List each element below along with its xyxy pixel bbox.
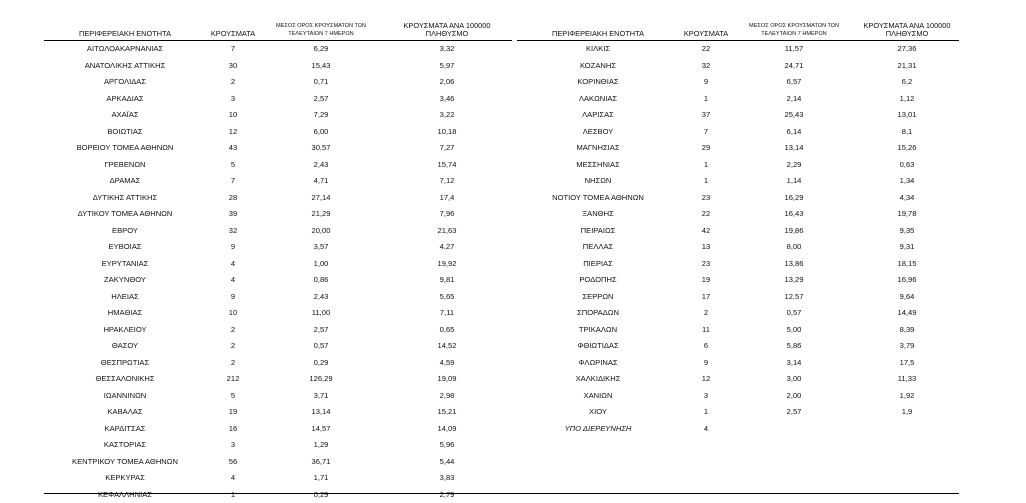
cases-cell: 7 xyxy=(679,124,733,141)
cases-cell: 1 xyxy=(679,91,733,108)
table-row xyxy=(44,272,512,289)
table-row xyxy=(517,289,959,306)
region-cell: ΝΟΤΙΟΥ ΤΟΜΕΑ ΑΘΗΝΩΝ xyxy=(517,190,679,207)
table-row xyxy=(517,256,959,273)
cases-cell: 7 xyxy=(206,173,260,190)
region-cell: ΔΥΤΙΚΗΣ ΑΤΤΙΚΗΣ xyxy=(44,190,206,207)
table-row xyxy=(517,305,959,322)
cases-cell: 1 xyxy=(679,173,733,190)
per100k-cell: 3,22 xyxy=(382,107,512,124)
avg7-cell: 0,57 xyxy=(733,305,855,322)
cases-cell: 12 xyxy=(206,124,260,141)
avg7-cell: 3,71 xyxy=(260,388,382,405)
cases-cell: 3 xyxy=(206,91,260,108)
table-row xyxy=(517,91,959,108)
region-cell: ΜΕΣΣΗΝΙΑΣ xyxy=(517,157,679,174)
per100k-cell: 5,65 xyxy=(382,289,512,306)
table-row xyxy=(44,322,512,339)
cases-cell: 2 xyxy=(206,322,260,339)
avg7-cell: 36,71 xyxy=(260,454,382,471)
header-per100k: ΚΡΟΥΣΜΑΤΑ ΑΝΑ 100000 ΠΛΗΘΥΣΜΟ xyxy=(855,20,959,41)
per100k-cell: 1,9 xyxy=(855,404,959,421)
region-cell: ΚΑΒΑΛΑΣ xyxy=(44,404,206,421)
table-row xyxy=(517,173,959,190)
per100k-cell: 1,34 xyxy=(855,173,959,190)
avg7-cell: 24,71 xyxy=(733,58,855,75)
cases-cell: 7 xyxy=(206,41,260,58)
table-row xyxy=(517,157,959,174)
cases-cell: 13 xyxy=(679,239,733,256)
avg7-cell: 20,00 xyxy=(260,223,382,240)
region-cell: ΑΡΚΑΔΙΑΣ xyxy=(44,91,206,108)
cases-table-right xyxy=(517,20,959,437)
table-header-row xyxy=(517,20,959,41)
region-cell: ΔΡΑΜΑΣ xyxy=(44,173,206,190)
region-cell: ΚΑΡΔΙΤΣΑΣ xyxy=(44,421,206,438)
avg7-cell: 14,57 xyxy=(260,421,382,438)
cases-cell: 4 xyxy=(679,421,733,438)
table-row xyxy=(44,124,512,141)
per100k-cell: 21,31 xyxy=(855,58,959,75)
table-row xyxy=(44,388,512,405)
table-row xyxy=(44,305,512,322)
per100k-cell: 3,79 xyxy=(855,338,959,355)
avg7-cell: 1,29 xyxy=(260,437,382,454)
region-cell: ΦΘΙΩΤΙΔΑΣ xyxy=(517,338,679,355)
cases-cell: 4 xyxy=(206,470,260,487)
region-cell: ΣΕΡΡΩΝ xyxy=(517,289,679,306)
avg7-cell: 19,86 xyxy=(733,223,855,240)
table-row xyxy=(44,223,512,240)
cases-cell: 4 xyxy=(206,256,260,273)
per100k-cell: 10,18 xyxy=(382,124,512,141)
per100k-cell: 19,78 xyxy=(855,206,959,223)
per100k-cell: 9,31 xyxy=(855,239,959,256)
region-cell: ΛΕΣΒΟΥ xyxy=(517,124,679,141)
region-cell: ΑΡΓΟΛΙΔΑΣ xyxy=(44,74,206,91)
per100k-cell: 8,1 xyxy=(855,124,959,141)
cases-cell: 56 xyxy=(206,454,260,471)
per100k-cell: 16,96 xyxy=(855,272,959,289)
per100k-cell: 9,64 xyxy=(855,289,959,306)
bottom-divider xyxy=(44,493,959,494)
cases-cell: 23 xyxy=(679,256,733,273)
header-region: ΠΕΡΙΦΕΡΕΙΑΚΗ ΕΝΟΤΗΤΑ xyxy=(517,20,679,41)
per100k-cell: 14,49 xyxy=(855,305,959,322)
region-cell: ΚΟΖΑΝΗΣ xyxy=(517,58,679,75)
avg7-cell: 0,29 xyxy=(260,487,382,503)
region-cell: ΕΥΡΥΤΑΝΙΑΣ xyxy=(44,256,206,273)
cases-cell: 2 xyxy=(206,338,260,355)
table-body-right xyxy=(517,41,959,438)
avg7-cell: 2,57 xyxy=(733,404,855,421)
cases-cell: 4 xyxy=(206,272,260,289)
region-cell: ΧΙΟΥ xyxy=(517,404,679,421)
table-row xyxy=(44,157,512,174)
avg7-cell: 4,71 xyxy=(260,173,382,190)
avg7-cell: 11,00 xyxy=(260,305,382,322)
cases-cell: 29 xyxy=(679,140,733,157)
cases-cell: 6 xyxy=(679,338,733,355)
region-cell: ΒΟΙΩΤΙΑΣ xyxy=(44,124,206,141)
per100k-cell: 9,35 xyxy=(855,223,959,240)
per100k-cell: 15,26 xyxy=(855,140,959,157)
per100k-cell: 4,34 xyxy=(855,190,959,207)
cases-cell: 11 xyxy=(679,322,733,339)
avg7-cell: 21,29 xyxy=(260,206,382,223)
table-row xyxy=(44,437,512,454)
per100k-cell: 13,01 xyxy=(855,107,959,124)
avg7-cell: 0,86 xyxy=(260,272,382,289)
per100k-cell: 17,4 xyxy=(382,190,512,207)
table-row xyxy=(517,206,959,223)
per100k-cell: 2,79 xyxy=(382,487,512,503)
avg7-cell: 3,00 xyxy=(733,371,855,388)
region-cell: ΛΑΚΩΝΙΑΣ xyxy=(517,91,679,108)
table-row xyxy=(517,190,959,207)
table-row xyxy=(517,41,959,58)
avg7-cell: 1,00 xyxy=(260,256,382,273)
table-row xyxy=(517,223,959,240)
avg7-cell: 2,57 xyxy=(260,322,382,339)
avg7-cell: 7,29 xyxy=(260,107,382,124)
cases-cell: 9 xyxy=(206,239,260,256)
avg7-cell: 15,43 xyxy=(260,58,382,75)
table-row xyxy=(517,404,959,421)
table-row xyxy=(44,173,512,190)
region-cell: ΕΒΡΟΥ xyxy=(44,223,206,240)
region-cell: ΛΑΡΙΣΑΣ xyxy=(517,107,679,124)
table-header-row xyxy=(44,20,512,41)
table-row xyxy=(517,355,959,372)
region-cell: ΑΧΑΪΑΣ xyxy=(44,107,206,124)
region-cell: ΓΡΕΒΕΝΩΝ xyxy=(44,157,206,174)
table-row xyxy=(44,371,512,388)
region-cell: ΤΡΙΚΑΛΩΝ xyxy=(517,322,679,339)
region-cell: ΙΩΑΝΝΙΝΩΝ xyxy=(44,388,206,405)
table-row xyxy=(517,371,959,388)
table-row xyxy=(44,91,512,108)
per100k-cell: 27,36 xyxy=(855,41,959,58)
table-row xyxy=(517,58,959,75)
avg7-cell: 16,29 xyxy=(733,190,855,207)
avg7-cell: 2,43 xyxy=(260,157,382,174)
region-cell: ΠΕΙΡΑΙΩΣ xyxy=(517,223,679,240)
avg7-cell: 12,57 xyxy=(733,289,855,306)
table-row xyxy=(517,74,959,91)
table-row xyxy=(517,421,959,438)
table-row xyxy=(517,322,959,339)
avg7-cell: 126,29 xyxy=(260,371,382,388)
cases-cell: 39 xyxy=(206,206,260,223)
cases-cell: 37 xyxy=(679,107,733,124)
region-cell: ΘΕΣΣΑΛΟΝΙΚΗΣ xyxy=(44,371,206,388)
cases-cell: 9 xyxy=(679,355,733,372)
region-cell: ΡΟΔΟΠΗΣ xyxy=(517,272,679,289)
per100k-cell: 15,21 xyxy=(382,404,512,421)
per100k-cell: 2,98 xyxy=(382,388,512,405)
cases-cell: 2 xyxy=(206,74,260,91)
table-row xyxy=(44,58,512,75)
cases-cell: 3 xyxy=(206,437,260,454)
table-row xyxy=(44,107,512,124)
region-cell: ΒΟΡΕΙΟΥ ΤΟΜΕΑ ΑΘΗΝΩΝ xyxy=(44,140,206,157)
cases-cell: 19 xyxy=(206,404,260,421)
per100k-cell: 5,97 xyxy=(382,58,512,75)
avg7-cell: 1,14 xyxy=(733,173,855,190)
cases-cell: 2 xyxy=(206,355,260,372)
per100k-cell: 19,92 xyxy=(382,256,512,273)
avg7-cell: 13,29 xyxy=(733,272,855,289)
table-row xyxy=(44,355,512,372)
avg7-cell: 13,86 xyxy=(733,256,855,273)
avg7-cell: 27,14 xyxy=(260,190,382,207)
header-avg7: ΜΕΣΟΣ ΟΡΟΣ ΚΡΟΥΣΜΑΤΩΝ ΤΩΝ ΤΕΛΕΥΤΑΙΩΝ 7 ΗΜΕΡΩΝ xyxy=(260,20,382,41)
per100k-cell: 3,46 xyxy=(382,91,512,108)
cases-cell: 1 xyxy=(679,157,733,174)
cases-cell: 2 xyxy=(679,305,733,322)
per100k-cell: 8,39 xyxy=(855,322,959,339)
region-cell: ΧΑΛΚΙΔΙΚΗΣ xyxy=(517,371,679,388)
cases-cell: 16 xyxy=(206,421,260,438)
region-cell: ΠΙΕΡΙΑΣ xyxy=(517,256,679,273)
region-cell: ΠΕΛΛΑΣ xyxy=(517,239,679,256)
per100k-cell: 5,96 xyxy=(382,437,512,454)
avg7-cell: 2,57 xyxy=(260,91,382,108)
table-row xyxy=(44,256,512,273)
per100k-cell: 21,63 xyxy=(382,223,512,240)
cases-cell: 23 xyxy=(679,190,733,207)
per100k-cell: 7,96 xyxy=(382,206,512,223)
region-cell: ΘΕΣΠΡΩΤΙΑΣ xyxy=(44,355,206,372)
cases-cell: 10 xyxy=(206,305,260,322)
avg7-cell xyxy=(733,421,855,438)
region-cell: ΚΕΡΚΥΡΑΣ xyxy=(44,470,206,487)
cases-cell: 32 xyxy=(679,58,733,75)
region-cell: ΜΑΓΝΗΣΙΑΣ xyxy=(517,140,679,157)
avg7-cell: 5,00 xyxy=(733,322,855,339)
cases-cell: 32 xyxy=(206,223,260,240)
header-avg7: ΜΕΣΟΣ ΟΡΟΣ ΚΡΟΥΣΜΑΤΩΝ ΤΩΝ ΤΕΛΕΥΤΑΙΩΝ 7 ΗΜΕΡΩΝ xyxy=(733,20,855,41)
avg7-cell: 6,14 xyxy=(733,124,855,141)
region-cell: ΧΑΝΙΩΝ xyxy=(517,388,679,405)
per100k-cell xyxy=(855,421,959,438)
per100k-cell: 11,33 xyxy=(855,371,959,388)
header-cases: ΚΡΟΥΣΜΑΤΑ xyxy=(206,20,260,41)
avg7-cell: 3,14 xyxy=(733,355,855,372)
per100k-cell: 0,63 xyxy=(855,157,959,174)
per100k-cell: 1,92 xyxy=(855,388,959,405)
avg7-cell: 25,43 xyxy=(733,107,855,124)
table-row xyxy=(44,206,512,223)
table-row xyxy=(44,338,512,355)
cases-cell: 9 xyxy=(679,74,733,91)
per100k-cell: 9,81 xyxy=(382,272,512,289)
avg7-cell: 30,57 xyxy=(260,140,382,157)
region-cell: ΝΗΣΩΝ xyxy=(517,173,679,190)
per100k-cell: 4,59 xyxy=(382,355,512,372)
region-cell: ΚΑΣΤΟΡΙΑΣ xyxy=(44,437,206,454)
table-row xyxy=(44,454,512,471)
table-row xyxy=(44,487,512,503)
avg7-cell: 3,57 xyxy=(260,239,382,256)
avg7-cell: 1,71 xyxy=(260,470,382,487)
per100k-cell: 2,06 xyxy=(382,74,512,91)
per100k-cell: 4,27 xyxy=(382,239,512,256)
table-row xyxy=(517,107,959,124)
per100k-cell: 19,09 xyxy=(382,371,512,388)
table-row xyxy=(44,239,512,256)
avg7-cell: 16,43 xyxy=(733,206,855,223)
per100k-cell: 18,15 xyxy=(855,256,959,273)
avg7-cell: 11,57 xyxy=(733,41,855,58)
region-cell: ΔΥΤΙΚΟΥ ΤΟΜΕΑ ΑΘΗΝΩΝ xyxy=(44,206,206,223)
cases-cell: 43 xyxy=(206,140,260,157)
region-cell: ΗΡΑΚΛΕΙΟΥ xyxy=(44,322,206,339)
per100k-cell: 1,12 xyxy=(855,91,959,108)
avg7-cell: 5,86 xyxy=(733,338,855,355)
cases-cell: 212 xyxy=(206,371,260,388)
region-cell: ΚΕΝΤΡΙΚΟΥ ΤΟΜΕΑ ΑΘΗΝΩΝ xyxy=(44,454,206,471)
avg7-cell: 0,71 xyxy=(260,74,382,91)
table-row xyxy=(517,140,959,157)
table-row xyxy=(44,190,512,207)
per100k-cell: 7,12 xyxy=(382,173,512,190)
avg7-cell: 2,14 xyxy=(733,91,855,108)
avg7-cell: 13,14 xyxy=(260,404,382,421)
region-cell: ΥΠΟ ΔΙΕΡΕΥΝΗΣΗ xyxy=(517,421,679,438)
avg7-cell: 2,29 xyxy=(733,157,855,174)
avg7-cell: 6,57 xyxy=(733,74,855,91)
cases-cell: 1 xyxy=(206,487,260,503)
header-per100k: ΚΡΟΥΣΜΑΤΑ ΑΝΑ 100000 ΠΛΗΘΥΣΜΟ xyxy=(382,20,512,41)
region-cell: ΗΛΕΙΑΣ xyxy=(44,289,206,306)
cases-cell: 3 xyxy=(679,388,733,405)
per100k-cell: 14,09 xyxy=(382,421,512,438)
table-row xyxy=(517,338,959,355)
table-row xyxy=(517,239,959,256)
per100k-cell: 5,44 xyxy=(382,454,512,471)
region-cell: ΗΜΑΘΙΑΣ xyxy=(44,305,206,322)
per100k-cell: 15,74 xyxy=(382,157,512,174)
region-cell: ΕΥΒΟΙΑΣ xyxy=(44,239,206,256)
per100k-cell: 3,83 xyxy=(382,470,512,487)
region-cell: ΦΛΩΡΙΝΑΣ xyxy=(517,355,679,372)
cases-cell: 22 xyxy=(679,206,733,223)
cases-cell: 10 xyxy=(206,107,260,124)
table-row xyxy=(517,388,959,405)
cases-cell: 28 xyxy=(206,190,260,207)
avg7-cell: 0,29 xyxy=(260,355,382,372)
region-cell: ΞΑΝΘΗΣ xyxy=(517,206,679,223)
cases-cell: 42 xyxy=(679,223,733,240)
cases-cell: 5 xyxy=(206,388,260,405)
per100k-cell: 14,52 xyxy=(382,338,512,355)
cases-cell: 22 xyxy=(679,41,733,58)
table-row xyxy=(44,421,512,438)
avg7-cell: 2,00 xyxy=(733,388,855,405)
per100k-cell: 7,27 xyxy=(382,140,512,157)
cases-cell: 17 xyxy=(679,289,733,306)
region-cell: ΑΝΑΤΟΛΙΚΗΣ ΑΤΤΙΚΗΣ xyxy=(44,58,206,75)
avg7-cell: 6,29 xyxy=(260,41,382,58)
avg7-cell: 2,43 xyxy=(260,289,382,306)
table-row xyxy=(44,74,512,91)
header-region: ΠΕΡΙΦΕΡΕΙΑΚΗ ΕΝΟΤΗΤΑ xyxy=(44,20,206,41)
table-row xyxy=(517,272,959,289)
avg7-cell: 8,00 xyxy=(733,239,855,256)
region-cell: ΚΕΦΑΛΛΗΝΙΑΣ xyxy=(44,487,206,503)
per100k-cell: 0,65 xyxy=(382,322,512,339)
cases-cell: 9 xyxy=(206,289,260,306)
per100k-cell: 17,5 xyxy=(855,355,959,372)
region-cell: ΖΑΚΥΝΘΟΥ xyxy=(44,272,206,289)
table-row xyxy=(44,140,512,157)
table-body-left xyxy=(44,41,512,503)
cases-cell: 19 xyxy=(679,272,733,289)
per100k-cell: 6,2 xyxy=(855,74,959,91)
per100k-cell: 3,32 xyxy=(382,41,512,58)
per100k-cell: 7,11 xyxy=(382,305,512,322)
table-row xyxy=(44,41,512,58)
region-cell: ΣΠΟΡΑΔΩΝ xyxy=(517,305,679,322)
table-row xyxy=(44,404,512,421)
cases-cell: 5 xyxy=(206,157,260,174)
table-row xyxy=(517,124,959,141)
region-cell: ΘΑΣΟΥ xyxy=(44,338,206,355)
region-cell: ΚΙΛΚΙΣ xyxy=(517,41,679,58)
region-cell: ΚΟΡΙΝΘΙΑΣ xyxy=(517,74,679,91)
avg7-cell: 6,00 xyxy=(260,124,382,141)
region-cell: ΑΙΤΩΛΟΑΚΑΡΝΑΝΙΑΣ xyxy=(44,41,206,58)
cases-cell: 30 xyxy=(206,58,260,75)
cases-cell: 1 xyxy=(679,404,733,421)
header-cases: ΚΡΟΥΣΜΑΤΑ xyxy=(679,20,733,41)
table-row xyxy=(44,470,512,487)
avg7-cell: 13,14 xyxy=(733,140,855,157)
cases-cell: 12 xyxy=(679,371,733,388)
table-row xyxy=(44,289,512,306)
avg7-cell: 0,57 xyxy=(260,338,382,355)
cases-table-left xyxy=(44,20,512,503)
